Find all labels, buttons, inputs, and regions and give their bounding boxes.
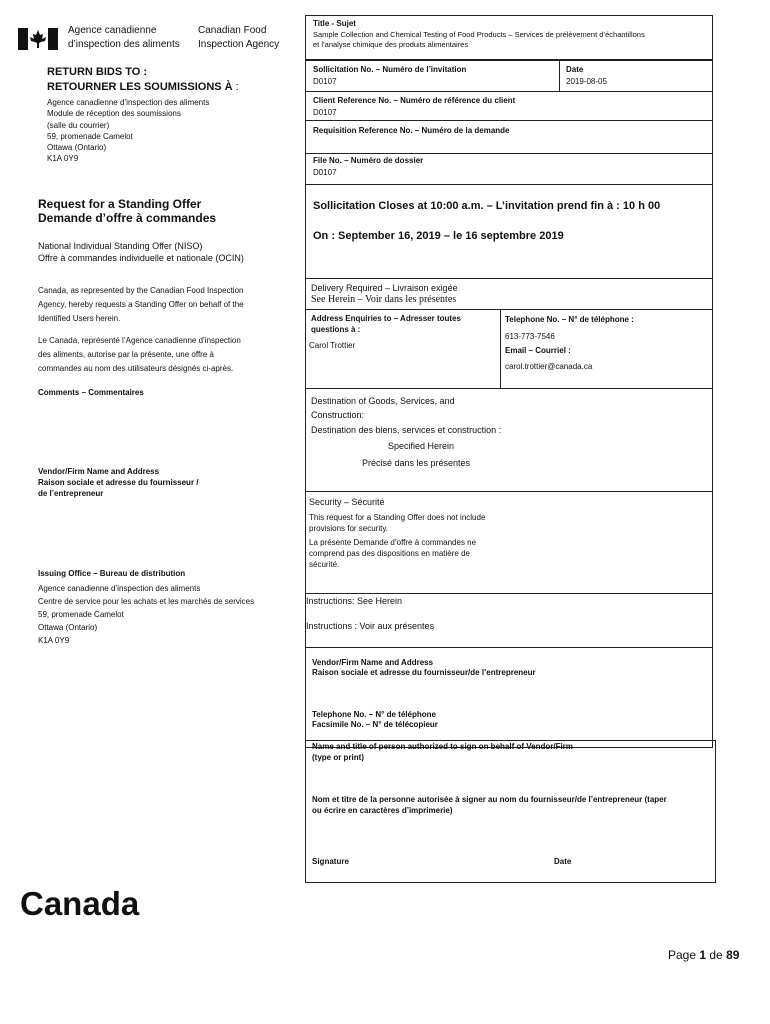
destination-label-en: Destination of Goods, Services, and Construction: <box>311 396 455 420</box>
niso-fr: Offre à commandes individuelle et nationale (OCIN) <box>38 253 244 263</box>
return-address: Agence canadienne d’inspection des aliments Module de réception des soumissions (salle du courrier) 59, promenade Camelot Ottawa (Ontario) K1A 0Y9 <box>47 98 210 164</box>
vendor-label-left: Vendor/Firm Name and Address Raison sociale et adresse du fournisseur / de l’entrepreneur <box>38 467 199 498</box>
issuing-office-label: Issuing Office – Bureau de distribution <box>38 569 186 578</box>
maple-leaf-icon <box>18 28 58 50</box>
delivery-value: See Herein – Voir dans les présentes <box>311 294 457 305</box>
address-enquiries-value: Carol Trottier <box>309 341 356 350</box>
title-label: Title - Sujet <box>313 19 356 28</box>
agency-name-en: Canadian Food Inspection Agency <box>198 25 280 50</box>
destination-label-fr: Destination des biens, services et construction : <box>311 425 502 435</box>
authorized-label-en: Name and title of person authorized to sign on behalf of Vendor/Firm (type or print) <box>312 742 573 762</box>
title-value: Sample Collection and Chemical Testing of Food Products – Services de prélèvement d’échantillons et l’analyse chimique des produits alimentaires <box>313 30 645 49</box>
signature-date-label: Date <box>554 857 572 866</box>
issuing-office-address: Agence canadienne d’inspection des aliments Centre de service pour les achats et les marchés de services 59, promenade Camelot Ottawa (Ontario) K1A 0Y9 <box>38 584 255 645</box>
client-ref-value: D0107 <box>313 108 337 117</box>
canada-wordmark: Canada <box>20 885 140 922</box>
rfso-title-fr: Demande d’offre à commandes <box>38 211 217 225</box>
comments-label: Comments – Commentaires <box>38 388 144 397</box>
file-no-value: D0107 <box>313 168 337 177</box>
vendor-label-right: Vendor/Firm Name and Address Raison sociale et adresse du fournisseur/de l’entrepreneur <box>312 658 536 677</box>
solicitation-label: Sollicitation No. – Numéro de l’invitation <box>313 65 467 74</box>
signature-label: Signature <box>312 857 349 866</box>
precise-presentes: Précisé dans les présentes <box>362 458 471 468</box>
file-no-label: File No. – Numéro de dossier <box>313 156 424 165</box>
standing-offer-paragraph-fr: Le Canada, représenté l’Agence canadienne d’inspection des aliments, autorise par la présente, une offre à commandes au nom des utilisateurs désignés ci-après. <box>38 336 241 373</box>
address-enquiries-label: Address Enquiries to – Adresser toutes questions à : <box>311 314 461 334</box>
email-label: Email – Courriel : <box>505 346 571 355</box>
solicitation-value: D0107 <box>313 77 337 86</box>
date-value: 2019-08-05 <box>566 77 607 86</box>
email-value: carol.trottier@canada.ca <box>505 362 593 371</box>
page-current: 1 <box>699 948 707 962</box>
page-of: de <box>706 948 727 962</box>
return-bids-fr-text: RETOURNER LES SOUMISSIONS À <box>47 81 233 93</box>
security-label: Security – Sécurité <box>309 497 385 507</box>
security-text-en: This request for a Standing Offer does not include provisions for security. <box>309 513 486 533</box>
return-bids-fr <box>47 81 239 93</box>
page-number <box>668 948 739 962</box>
instructions-en: Instructions: See Herein <box>306 596 403 606</box>
return-bids-en: RETURN BIDS TO : <box>47 66 148 78</box>
return-bids-fr-colon: : <box>232 81 239 93</box>
canada-flag-logo <box>18 28 58 50</box>
closing-date: On : September 16, 2019 – le 16 septembre 2019 <box>313 230 564 242</box>
requisition-label: Requisition Reference No. – Numéro de la demande <box>313 126 510 135</box>
niso-en: National Individual Standing Offer (NISO) <box>38 241 203 251</box>
authorized-label-fr: Nom et titre de la personne autorisée à signer au nom du fournisseur/de l’entrepreneur (taper ou écrire en caractères d’imprimerie) <box>312 795 667 815</box>
rfso-title-en: Request for a Standing Offer <box>38 197 202 211</box>
date-label: Date <box>566 65 584 74</box>
page-total: 89 <box>726 948 740 962</box>
specified-herein: Specified Herein <box>388 441 455 451</box>
telephone-value: 613-773-7546 <box>505 332 555 341</box>
agency-name-fr: Agence canadienne d’inspection des aliments <box>68 25 180 50</box>
client-ref-label: Client Reference No. – Numéro de référence du client <box>313 96 516 105</box>
page-prefix: Page <box>668 948 700 962</box>
closing-time: Sollicitation Closes at 10:00 a.m. – L’invitation prend fin à : 10 h 00 <box>313 200 661 212</box>
phone-fax-label: Telephone No. – N° de téléphone Facsimile No. – N° de télécopieur <box>312 710 438 729</box>
instructions-fr: Instructions : Voir aux présentes <box>306 621 435 631</box>
standing-offer-paragraph-en: Canada, as represented by the Canadian Food Inspection Agency, hereby requests a Standing Offer on behalf of the Identified Users herein. <box>38 286 244 323</box>
delivery-label: Delivery Required – Livraison exigée <box>311 283 458 293</box>
telephone-label: Telephone No. – N° de téléphone : <box>505 315 634 324</box>
security-text-fr: La présente Demande d’offre à commandes ne comprend pas des dispositions en matière de sécurité. <box>309 538 477 569</box>
